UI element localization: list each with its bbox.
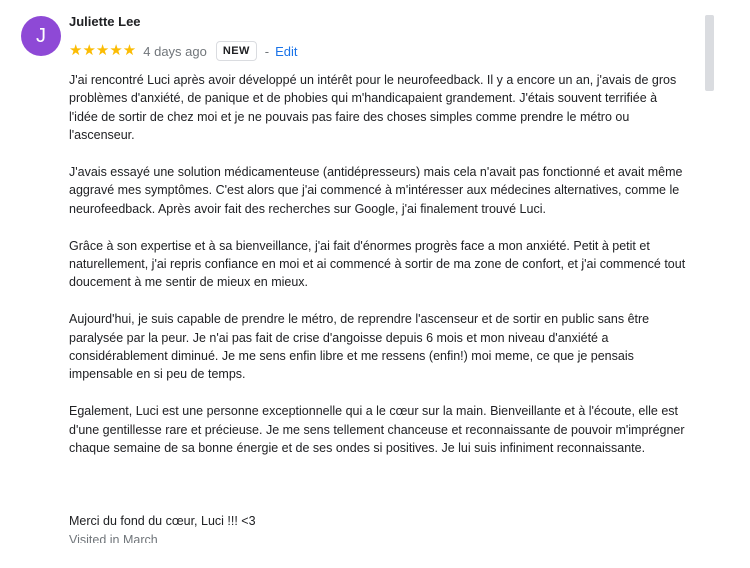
- scrollbar-thumb[interactable]: [705, 15, 714, 91]
- review-closing: Merci du fond du cœur, Luci !!! <3: [69, 514, 256, 528]
- star-rating-icon: ★★★★★: [69, 42, 137, 59]
- review-date: 4 days ago: [143, 43, 207, 59]
- edit-link[interactable]: Edit: [275, 43, 298, 59]
- review-body: [69, 71, 689, 476]
- review-paragraph: J'ai rencontré Luci après avoir développé un intérêt pour le neurofeedback. Il y a encore un an, j'avais de gros problèmes d'anxiété, de panique et de phobies qui m'handicapaient grandement. J'étais souvent terrifiée à l'idée de sortir de chez moi et je ne pouvais pas faire des choses simples comme prendre le métro ou l'ascenseur.: [69, 73, 677, 143]
- visited-date: Visited in March: [69, 533, 158, 543]
- review-meta: [69, 40, 297, 62]
- avatar[interactable]: J: [21, 16, 61, 56]
- review-paragraph: J'avais essayé une solution médicamenteuse (antidépresseurs) mais cela n'avait pas fonctionné et avait même aggravé mes symptômes. C'est alors que j'ai commencé à m'intéresser aux médecines alternatives, comme le neurofeedback. Après avoir fait des recherches sur Google, j'ai finalement trouvé Luci.: [69, 165, 683, 216]
- meta-separator: -: [264, 43, 270, 59]
- review-paragraph: Aujourd'hui, je suis capable de prendre le métro, de reprendre l'ascenseur et de sortir en public sans être paralysée par la peur. Je n'ai pas fait de crise d'angoisse depuis 6 mois et mon niveau d'anxiété a considérablement diminué. Je me sens enfin libre et me ressens (enfin!) moi meme, ce que je pensais impensable en si peu de temps.: [69, 312, 650, 382]
- new-badge: NEW: [216, 41, 257, 61]
- author-name[interactable]: Juliette Lee: [69, 14, 141, 29]
- review-paragraph: Egalement, Luci est une personne exceptionnelle qui a le cœur sur la main. Bienveillante et à l'écoute, elle est d'une gentillesse rare et précieuse. Je me sens tellement chanceuse et reconnaissante de pouvoir m'imprégner chaque semaine de sa bonne énergie et de ses ondes si positives. Je lui suis infiniment reconnaissante.: [69, 404, 685, 456]
- review-paragraph: Grâce à son expertise et à sa bienveillance, j'ai fait d'énormes progrès face a mon anxiété. Petit à petit et naturellement, j'ai repris confiance en moi et ai commencé à sortir de ma zone de confort, et j'ai commencé tout doucement à me sentir de mieux en mieux.: [69, 238, 686, 290]
